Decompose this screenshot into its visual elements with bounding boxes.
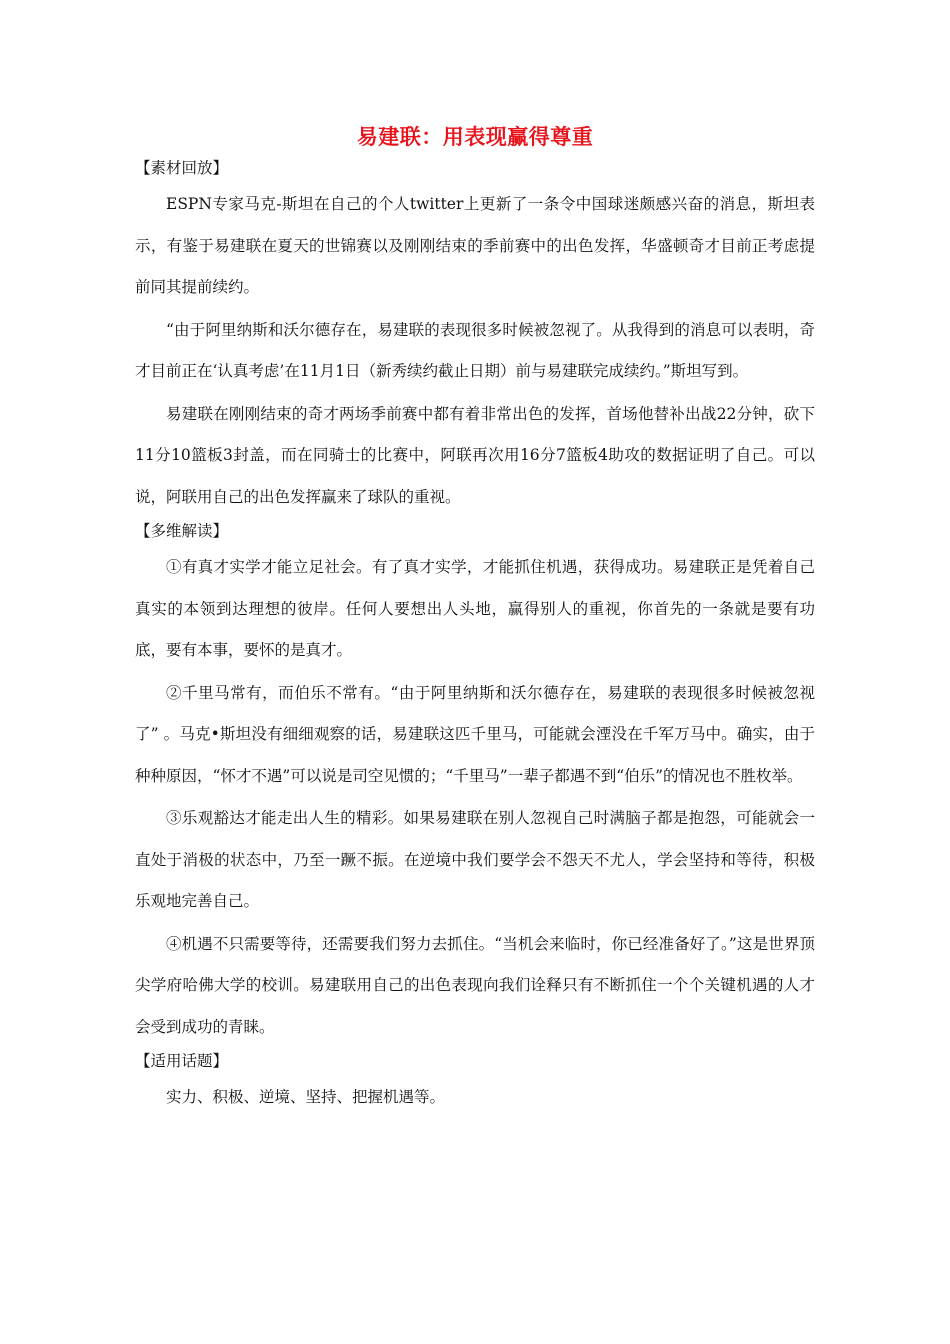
section-heading-material: 【素材回放】 [135, 159, 229, 177]
paragraph: ESPN专家马克-斯坦在自己的个人twitter上更新了一条令中国球迷颇感兴奋的消息，斯坦表示，有鉴于易建联在夏天的世锦赛以及刚刚结束的季前赛中的出色发挥，华盛顿奇才目前正考虑提前同其提前续约。 [135, 195, 815, 296]
section-heading-interpretation: 【多维解读】 [135, 522, 229, 540]
paragraph: ①有真才实学才能立足社会。有了真才实学，才能抓住机遇，获得成功。易建联正是凭着自己真实的本领到达理想的彼岸。任何人要想出人头地，赢得别人的重视，你首先的一条就是要有功底，要有本事，要怀的是真才。 [135, 558, 815, 659]
document-body [135, 118, 815, 1120]
section-heading-topics: 【适用话题】 [135, 1052, 229, 1070]
paragraph: “由于阿里纳斯和沃尔德存在，易建联的表现很多时候被忽视了。从我得到的消息可以表明，奇才目前正在‘认真考虑’在11月1日（新秀续约截止日期）前与易建联完成续约。”斯坦写到。 [135, 320, 815, 380]
paragraph: ④机遇不只需要等待，还需要我们努力去抓住。“当机会来临时，你已经准备好了。”这是世界顶尖学府哈佛大学的校训。易建联用自己的出色表现向我们诠释只有不断抓住一个个关键机遇的人才会受到成功的青睐。 [135, 934, 815, 1036]
paragraph: 实力、积极、逆境、坚持、把握机遇等。 [166, 1088, 446, 1106]
paragraph: ③乐观豁达才能走出人生的精彩。如果易建联在别人忽视自己时满脑子都是抱怨，可能就会一直处于消极的状态中，乃至一蹶不振。在逆境中我们要学会不怨天不尤人，学会坚持和等待，积极乐观地完善自己。 [135, 809, 815, 910]
paragraph: ②千里马常有，而伯乐不常有。“由于阿里纳斯和沃尔德存在，易建联的表现很多时候被忽视了” 。马克•斯坦没有细细观察的话，易建联这匹千里马，可能就会湮没在千军万马中。确实，由于种种原因，“怀才不遇”可以说是司空见惯的；“千里马”一辈子都遇不到“伯乐”的情况也不胜枚举。 [135, 683, 815, 785]
paragraph: 易建联在刚刚结束的奇才两场季前赛中都有着非常出色的发挥，首场他替补出战22分钟，砍下11分10篮板3封盖，而在同骑士的比赛中，阿联再次用16分7篮板4助攻的数据证明了自己。可以说，阿联用自己的出色发挥赢来了球队的重视。 [135, 404, 815, 506]
document-title: 易建联：用表现赢得尊重 [356, 124, 594, 149]
